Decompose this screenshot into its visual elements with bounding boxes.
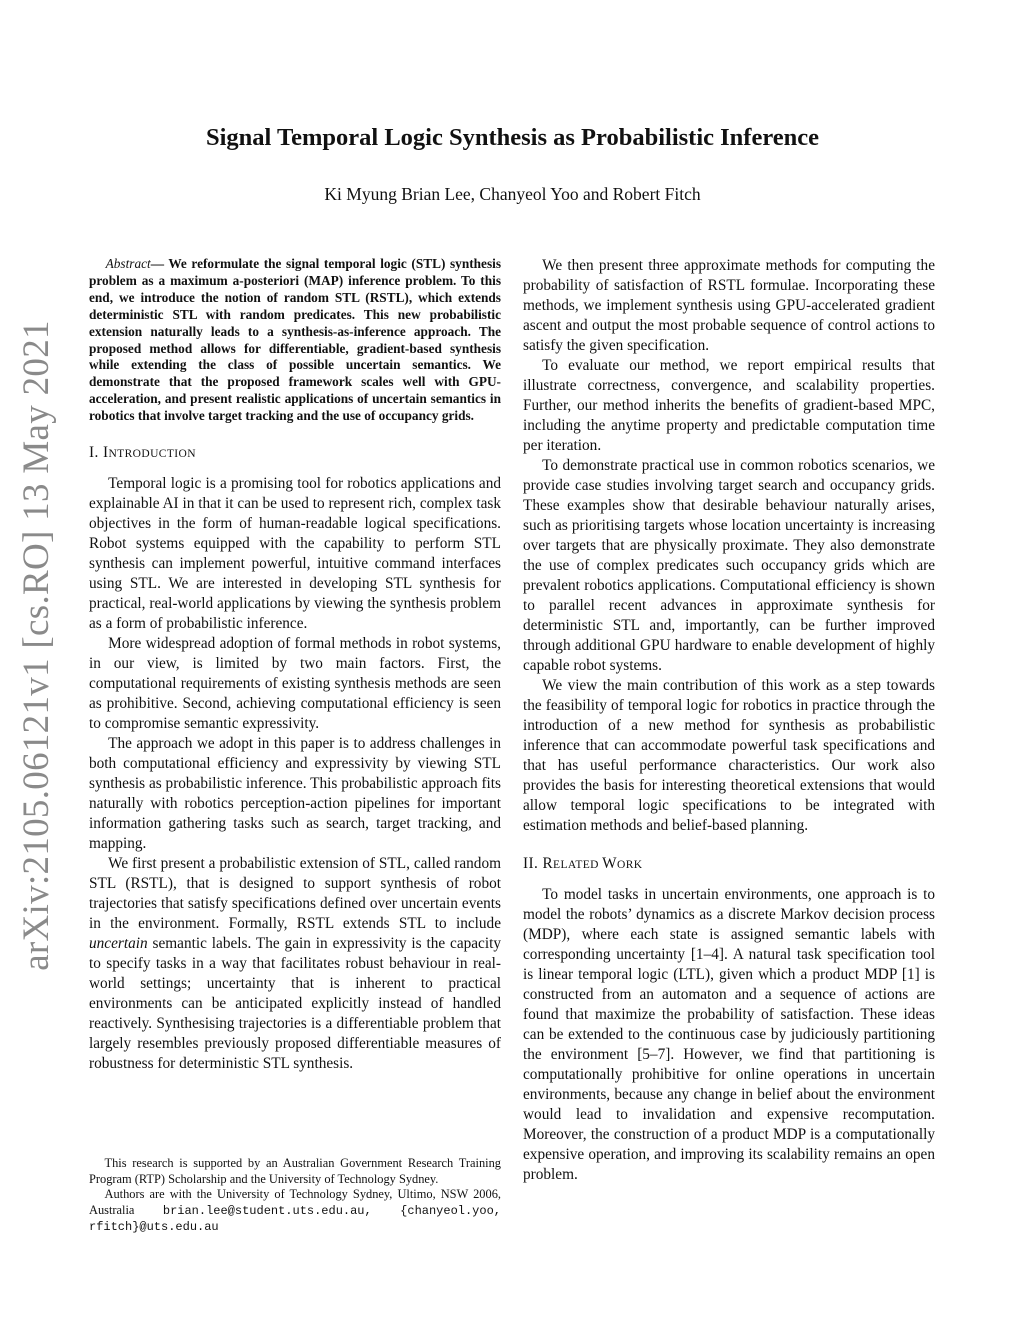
intro-paragraph: We view the main contribution of this work as a step towards the feasibility of temporal logic for robotics in practice through the introduction of a new method for synthesis as probabilistic inference that can accommodate powerful task specifications and that has useful performance characteristics. Our work also provides the basis for interesting theoretical extensions that would allow temporal logic specifications to be integrated with estimation methods and belief-based planning. xyxy=(523,677,935,834)
left-column xyxy=(89,256,501,1074)
abstract-text: — We reformulate the signal temporal logic (STL) synthesis problem as a maximum a-posteriori (MAP) inference problem. To this end, we introduce the notion of random STL (RSTL), which extends deterministic STL with random predicates. This new probabilistic extension naturally leads to a synthesis-as-inference approach. The proposed method allows for differentiable, gradient-based synthesis while extending the class of possible uncertain semantics. We demonstrate that the proposed framework scales well with GPU-acceleration, and present realistic applications of uncertain semantics in robotics that involve target tracking and the use of occupancy grids. xyxy=(89,256,501,424)
section-heading-introduction: I. INTRODUCTION xyxy=(89,444,196,462)
arxiv-stamp xyxy=(6,319,66,971)
email-link[interactable]: {chanyeol.yoo, rfitch}@uts.edu.au xyxy=(89,1203,501,1235)
right-column xyxy=(523,256,935,1185)
abstract-label: Abstract xyxy=(105,256,151,271)
intro-paragraph: Temporal logic is a promising tool for robotics applications and explainable AI in that it can be used to represent rich, complex task objectives in the form of human-readable logical specifications. Robot systems equipped with the capability to perform STL synthesis can implement powerful, intuitive command interfaces using STL. We are interested in developing STL synthesis for practical, real-world applications by viewing the synthesis problem as a form of probabilistic inference. xyxy=(89,475,501,633)
abstract xyxy=(89,256,501,425)
paper-authors: Ki Myung Brian Lee, Chanyeol Yoo and Robert Fitch xyxy=(324,184,701,204)
emphasis-uncertain: uncertain xyxy=(89,935,148,953)
section-number: II. xyxy=(523,855,543,872)
intro-paragraph: To demonstrate practical use in common robotics scenarios, we provide case studies involving target search and occupancy grids. These examples show that desirable behaviour naturally arises, such as prioritising targets whose location uncertainty is increasing over targets that are physically proximate. They also demonstrate the use of complex predicates such occupancy grids which are prevalent robotics applications. Computational efficiency is shown to parallel recent advances in approximate synthesis for deterministic STL and, importantly, can be further improved through additional GPU hardware to enable development of highly capable robot systems. xyxy=(523,457,935,674)
section-number: I. xyxy=(89,444,103,462)
intro-paragraph: We then present three approximate methods for computing the probability of satisfaction of RSTL formulae. Incorporating these methods, we implement synthesis using GPU-accelerated gradient ascent and output the most probable sequence of control actions to satisfy the given specification. xyxy=(523,257,935,354)
intro-paragraph: The approach we adopt in this paper is to address challenges in both computational efficiency and expressivity by viewing STL synthesis as probabilistic inference. This probabilistic approach fits naturally with robotics perception-action pipelines for important information gathering tasks such as search, target tracking, and mapping. xyxy=(89,735,501,853)
intro-paragraph: More widespread adoption of formal methods in robot systems, in our view, is limited by two main factors. First, the computational requirements of existing synthesis methods are seen as prohibitive. Second, achieving computational efficiency is seen to compromise semantic expressivity. xyxy=(89,635,501,733)
paper-title: Signal Temporal Logic Synthesis as Probabilistic Inference xyxy=(205,124,819,151)
arxiv-identifier: arXiv:2105.06121v1 [cs.RO] 13 May 2021 xyxy=(15,319,57,971)
section-heading-related-work: II. RELATED WORK xyxy=(523,855,643,872)
footnote xyxy=(89,1156,501,1236)
intro-paragraph: To evaluate our method, we report empirical results that illustrate correctness, convergence, and scalability properties. Further, our method inherits the benefits of gradient-based MPC, including the anytime property and predictable computation time per iteration. xyxy=(523,357,935,454)
email-link[interactable]: brian.lee@student.uts.edu.au, xyxy=(162,1203,372,1218)
intro-paragraph: We first present a probabilistic extension of STL, called random STL (RSTL), that is designed to support synthesis of robot trajectories that satisfy specifications defined over uncertain events in the environment. Formally, RSTL extends STL to include uncertain semantic labels. The gain in expressivity is the capacity to specify tasks in a way that facilitates robust behaviour in real-world settings; uncertainty that is inherent to practical environments can be anticipated explicitly instead of handled reactively. Synthesising trajectories is a differentiable problem that largely resembles previously proposed differentiable measures of robustness for deterministic STL synthesis. xyxy=(89,855,501,1073)
related-work-paragraph: To model tasks in uncertain environments, one approach is to model the robots’ dynamics as a discrete Markov decision process (MDP), where each state is assigned semantic labels with corresponding uncertainty [1–4]. A natural task specification tool is linear temporal logic (LTL), given which a product MDP [1] is constructed from an automaton and a sequence of actions are found that maximize the probability of satisfaction. These ideas can be extended to the continuous case by judiciously partitioning the environment [5–7]. However, we find that partitioning is computationally prohibitive for online operations in uncertain environments, because any change in belief about the environment would lead to invalidation and expensive recomputation. Moreover, the construction of a product MDP is a computationally expensive operation, and improving its scalability remains an open problem. xyxy=(523,886,935,1183)
funding-note: This research is supported by an Australian Government Research Training Program (RTP) Scholarship and the University of Technology Sydney. xyxy=(89,1156,501,1186)
affiliation-note: Authors are with the University of Technology Sydney, Ultimo, NSW 2006, Australia brian.lee@student.uts.edu.au, {chanyeol.yoo, rfitch}@uts.edu.au xyxy=(89,1187,501,1235)
